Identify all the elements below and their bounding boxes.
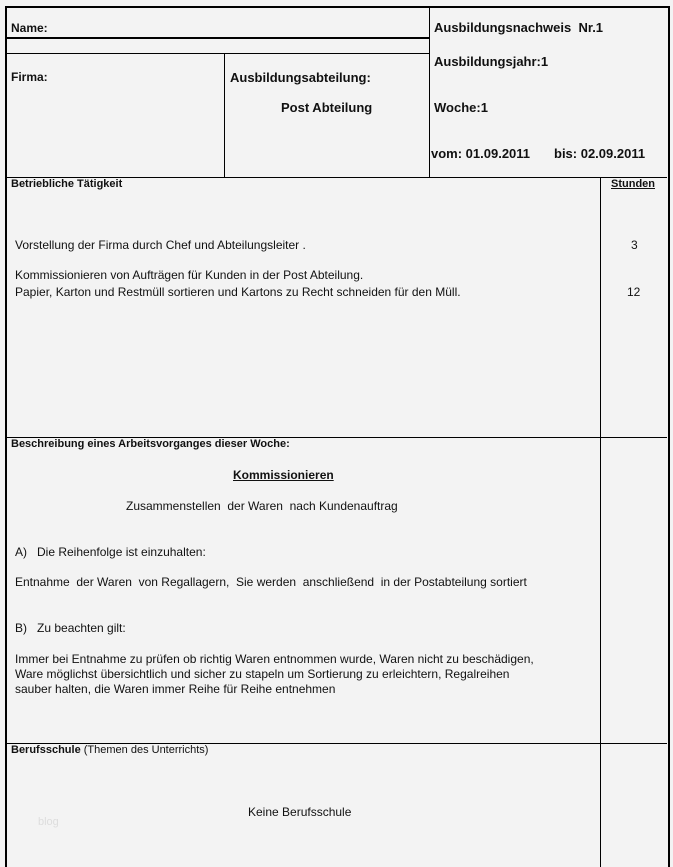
ausbildungsjahr: Ausbildungsjahr:1 bbox=[434, 54, 549, 69]
woche: Woche:1 bbox=[434, 100, 488, 115]
divider bbox=[6, 53, 430, 54]
beschreibung-subheading: Zusammenstellen der Waren nach Kundenauftrag bbox=[126, 499, 398, 513]
activity-hours: 12 bbox=[627, 285, 641, 299]
watermark: blog bbox=[38, 816, 59, 828]
berufsschule-title-bold: Berufsschule bbox=[11, 744, 81, 756]
section-a-label: A) Die Reihenfolge ist einzuhalten: bbox=[15, 545, 206, 559]
abteilung-value: Post Abteilung bbox=[281, 100, 373, 115]
activity-entry: Vorstellung der Firma durch Chef und Abteilungsleiter . bbox=[15, 238, 306, 252]
divider bbox=[429, 7, 430, 178]
section-b-line: sauber halten, die Waren immer Reihe für Reihe entnehmen bbox=[15, 682, 336, 696]
section-b-label: B) Zu beachten gilt: bbox=[15, 621, 126, 635]
date-to: bis: 02.09.2011 bbox=[554, 146, 646, 161]
activity-entry: Papier, Karton und Restmüll sortieren und Kartons zu Recht schneiden für den Müll. bbox=[15, 285, 461, 299]
date-from: vom: 01.09.2011 bbox=[431, 146, 531, 161]
section-b-line: Ware möglichst übersichtlich und sicher zu stapeln um Sortierung zu erleichtern, Regalreihen bbox=[15, 667, 510, 681]
berufsschule-content: Keine Berufsschule bbox=[248, 805, 352, 819]
hours-header: Stunden bbox=[611, 178, 655, 190]
activity-entry: Kommissionieren von Aufträgen für Kunden in der Post Abteilung. bbox=[15, 268, 364, 282]
section-b-line: Immer bei Entnahme zu prüfen ob richtig Waren entnommen wurde, Waren nicht zu beschädigen, bbox=[15, 652, 534, 666]
berufsschule-title bbox=[11, 744, 208, 756]
divider bbox=[600, 177, 601, 867]
taetigkeit-title: Betriebliche Tätigkeit bbox=[11, 178, 123, 190]
section-a-text: Entnahme der Waren von Regallagern, Sie werden anschließend in der Postabteilung sortiert bbox=[15, 575, 527, 589]
berufsschule-title-rest: (Themen des Unterrichts) bbox=[80, 744, 209, 756]
beschreibung-title: Beschreibung eines Arbeitsvorganges dieser Woche: bbox=[11, 438, 290, 450]
nachweis-number: Ausbildungsnachweis Nr.1 bbox=[434, 20, 604, 35]
name-label: Name: bbox=[11, 21, 48, 35]
firma-label: Firma: bbox=[11, 70, 48, 84]
beschreibung-heading: Kommissionieren bbox=[233, 468, 334, 482]
divider bbox=[6, 37, 430, 39]
divider bbox=[224, 53, 225, 178]
abteilung-label: Ausbildungsabteilung: bbox=[230, 70, 371, 85]
activity-hours: 3 bbox=[631, 238, 638, 252]
